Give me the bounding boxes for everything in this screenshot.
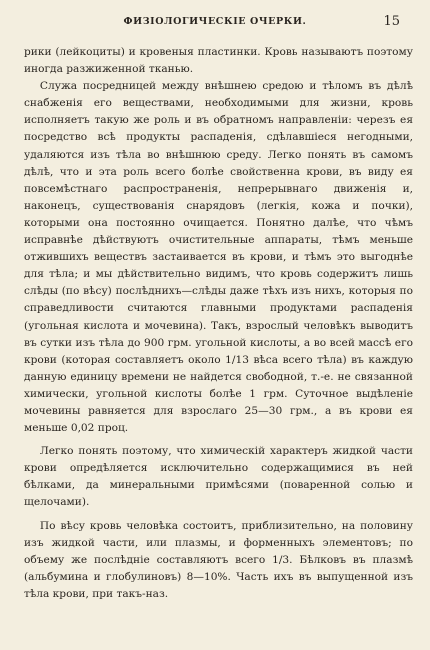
page-number: 15	[383, 14, 400, 29]
paragraph: По вѣсу кровь человѣка состоитъ, приблизительно, на половину изъ жидкой части, или плазмы, и форменныхъ элементовъ; по объему же послѣдніе составляютъ всего 1/3. Бѣлковъ въ плазмѣ (альбумина и глобулиновъ) 8—10%. Часть ихъ въ выпущенной изъ тѣла крови, при такъ-наз.	[24, 519, 413, 600]
paragraph: Служа посредницей между внѣшнею средою и тѣломъ въ дѣлѣ снабженія его веществами, необходимыми для жизни, кровь исполняетъ такую же роль и въ обратномъ направленіи: черезъ ея посредство всѣ продукты распаденія, сдѣлавшіеся негодными, удаляются изъ тѣла во внѣшнюю среду. Легко понять въ самомъ дѣлѣ, что и эта роль всего болѣе свойственна крови, въ виду ея повсемѣстнаго распространенія, непрерывнаго движенія и, наконецъ, существованія снарядовъ (легкія, кожа и почки), которыми она постоянно очищается. Понятно далѣе, что чѣмъ исправнѣе дѣйствуютъ очистительные аппараты, тѣмъ меньше отжившихъ веществъ застаивается въ крови, и тѣмъ это выгоднѣе для тѣла; и мы дѣйствительно видимъ, что кровь содержитъ лишь слѣды (по вѣсу) послѣднихъ—слѣды даже тѣхъ изъ нихъ, которыя по справедливости считаются главными продуктами распаденія (угольная кислота и мочевина). Такъ, взрослый человѣкъ выводитъ въ сутки изъ тѣла до 900 грм. угольной кислоты, а во всей массѣ его крови (которая составляетъ около 1/13 вѣса всего тѣла) въ каждую данную единицу времени не найдется свободной, т.-е. не связанной химически, угольной кислоты болѣе 1 грм. Суточное выдѣленіе мочевины равняется для взрослаго 25—30 грм., а въ крови ея меньше 0,02 проц.	[24, 80, 413, 435]
running-head: ФИЗІОЛОГИЧЕСКІЕ ОЧЕРКИ.	[123, 16, 307, 27]
page-body	[24, 44, 413, 603]
paragraph-continuation: рики (лейкоциты) и кровеныя пластинки. Кровь называютъ поэтому иногда разжиженной тканью.	[24, 46, 413, 76]
page-header	[0, 14, 430, 34]
paragraph: Легко понять поэтому, что химическій характеръ жидкой части крови опредѣляется исключительно содержащимися въ ней бѣлками, да минеральными примѣсями (поваренной солью и щелочами).	[24, 445, 413, 509]
